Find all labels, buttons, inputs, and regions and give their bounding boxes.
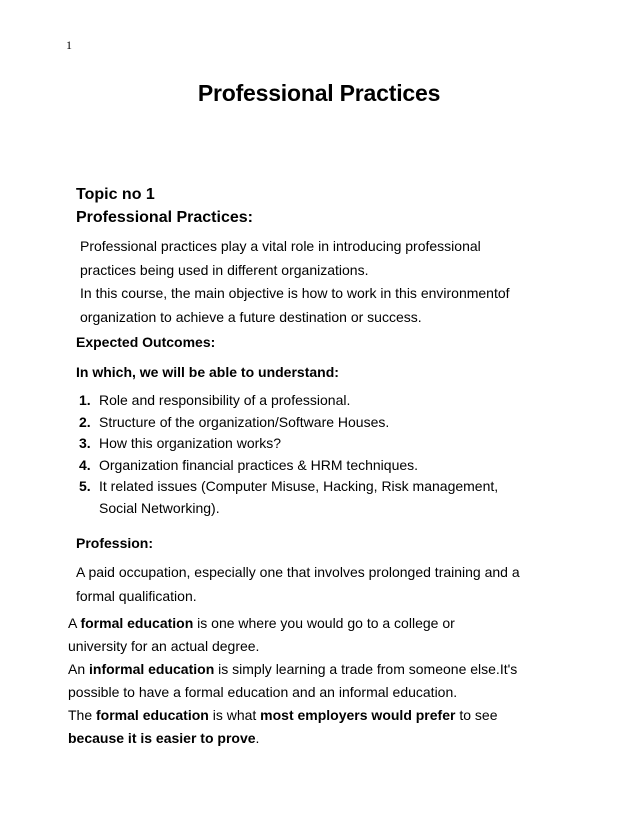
profession-line: A paid occupation, especially one that involves prolonged training and a	[76, 564, 520, 580]
text-run: An	[68, 661, 90, 677]
list-item	[79, 455, 498, 477]
list-item-number: 5.	[79, 478, 91, 494]
bold-term: informal education	[89, 661, 215, 677]
profession-heading: Profession:	[76, 535, 154, 551]
list-item	[79, 476, 498, 519]
bold-term: because it is easier to prove	[68, 730, 256, 746]
list-item-text: Role and responsibility of a professional.	[99, 392, 351, 408]
list-item	[79, 433, 498, 455]
list-item-text: How this organization works?	[99, 435, 282, 451]
formal-line: possible to have a formal education and an informal education.	[68, 684, 458, 700]
list-item	[79, 412, 498, 434]
intro-line: Professional practices play a vital role in introducing professional	[80, 238, 481, 254]
formal-line: university for an actual degree.	[68, 638, 260, 654]
list-item-text: It related issues (Computer Misuse, Hacking, Risk management,	[99, 478, 499, 494]
list-item-number: 4.	[79, 456, 91, 473]
list-item-number: 1.	[79, 392, 91, 408]
formal-line	[68, 612, 517, 635]
bold-term: formal education	[80, 615, 194, 631]
profession-line: formal qualification.	[76, 587, 197, 604]
formal-education-paragraph	[68, 612, 517, 750]
text-run: to see	[455, 707, 498, 723]
topic-header	[76, 183, 253, 229]
intro-paragraph	[80, 235, 510, 329]
text-run: .	[255, 730, 260, 746]
formal-line	[68, 658, 517, 681]
list-item-text: Organization financial practices & HRM techniques.	[99, 456, 419, 473]
bold-term: most employers would prefer	[260, 707, 456, 723]
list-item	[79, 390, 498, 412]
formal-line	[68, 727, 517, 750]
topic-number: Topic no 1	[76, 186, 155, 203]
list-item-text: Structure of the organization/Software Houses.	[99, 413, 390, 430]
bold-term: formal education	[96, 707, 209, 723]
expected-outcomes-heading: Expected Outcomes:	[76, 334, 216, 350]
topic-title: Professional Practices:	[76, 209, 253, 226]
outcomes-list	[79, 390, 498, 519]
list-item-number: 3.	[79, 435, 91, 451]
document-title: Professional Practices	[197, 80, 441, 106]
page-number: 1	[66, 38, 72, 52]
intro-line: organization to achieve a future destination or success.	[80, 308, 422, 325]
text-run: The	[68, 707, 97, 723]
intro-line: practices being used in different organizations.	[80, 261, 369, 278]
text-run: is one where you would go to a college or	[193, 615, 455, 631]
list-item-text-continued: Social Networking).	[99, 499, 220, 516]
intro-line: In this course, the main objective is how to work in this environmentof	[80, 285, 510, 301]
expected-outcomes-subheading: In which, we will be able to understand:	[76, 364, 339, 380]
formal-line	[68, 704, 517, 727]
text-run: is simply learning a trade from someone else.It's	[214, 661, 518, 677]
text-run: is what	[208, 707, 261, 723]
profession-paragraph	[76, 561, 520, 608]
list-item-number: 2.	[79, 413, 91, 430]
text-run: A	[68, 615, 81, 631]
